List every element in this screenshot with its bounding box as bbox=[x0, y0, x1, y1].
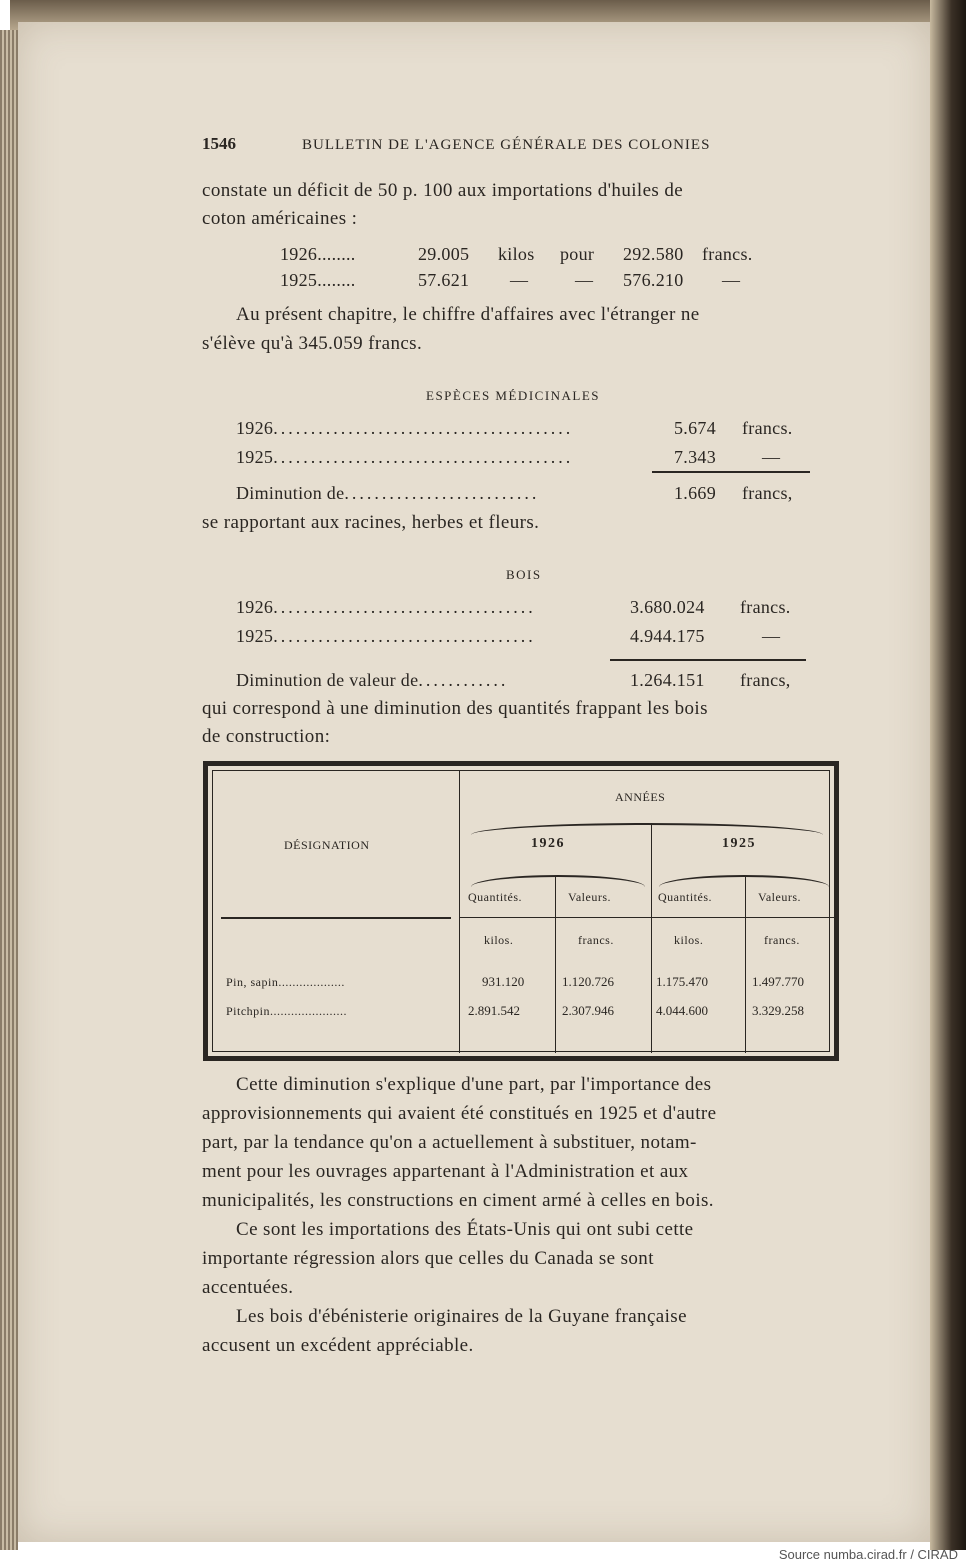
unit-kilos-1925: kilos. bbox=[674, 933, 704, 947]
table-cell: 1.175.470 bbox=[656, 974, 708, 989]
especes-diminution-value: 1.669 bbox=[674, 483, 716, 503]
bois-diminution-value: 1.264.151 bbox=[630, 670, 705, 690]
closing-p1-line: municipalités, les constructions en ciment armé à celles en bois. bbox=[202, 1190, 714, 1211]
closing-p1-line: part, par la tendance qu'on a actuellement à substituer, notam- bbox=[202, 1132, 697, 1153]
especes-unit-1926: francs. bbox=[742, 418, 793, 438]
col-valeurs-1925: Valeurs. bbox=[758, 890, 801, 904]
especes-unit-1925: — bbox=[762, 447, 781, 467]
table-designation-header: DÉSIGNATION bbox=[284, 838, 370, 852]
bois-after-2: de construction: bbox=[202, 726, 331, 747]
brace-annees bbox=[471, 823, 823, 835]
table-cell: 1.497.770 bbox=[752, 974, 804, 989]
brace-1926 bbox=[471, 875, 645, 887]
unit-francs-1926: francs. bbox=[578, 933, 614, 947]
table-cell: 4.044.600 bbox=[656, 1003, 708, 1018]
huile-pour-1926: pour bbox=[560, 244, 595, 264]
table-row-label: Pin, sapin................... bbox=[226, 975, 345, 989]
bois-value-1925: 4.944.175 bbox=[630, 626, 705, 646]
table-cell: 2.891.542 bbox=[468, 1003, 520, 1018]
especes-diminution: Diminution de.......................... bbox=[236, 483, 540, 503]
page-number: 1546 bbox=[202, 134, 236, 153]
bois-value-1926: 3.680.024 bbox=[630, 597, 705, 617]
closing-p3-line: accusent un excédent appréciable. bbox=[202, 1335, 474, 1356]
huile-currency-1926: francs. bbox=[702, 244, 753, 264]
closing-p2-line: Ce sont les importations des États-Unis qui ont subi cette bbox=[236, 1219, 694, 1240]
col-valeurs-1926: Valeurs. bbox=[568, 890, 611, 904]
para2-line-1: Au présent chapitre, le chiffre d'affaires avec l'étranger ne bbox=[236, 304, 700, 325]
source-credit: Source numba.cirad.fr / CIRAD bbox=[778, 1547, 958, 1562]
bois-diminution-unit: francs, bbox=[740, 670, 791, 690]
huile-qty-1926: 29.005 bbox=[418, 244, 470, 264]
table-divider-years bbox=[651, 823, 652, 1053]
huile-row-1925: 1925........ bbox=[280, 270, 356, 290]
huile-currency-1925: — bbox=[722, 270, 741, 290]
huile-qty-1925: 57.621 bbox=[418, 270, 470, 290]
intro-line-1: constate un déficit de 50 p. 100 aux importations d'huiles de bbox=[202, 180, 684, 201]
closing-p2-line: accentuées. bbox=[202, 1277, 294, 1298]
brace-1925 bbox=[659, 875, 829, 887]
table-year-1926: 1926 bbox=[531, 836, 565, 851]
table-divider-1926 bbox=[555, 877, 556, 1053]
bois-row-1926: 1926................................... bbox=[236, 597, 536, 617]
table-cell: 931.120 bbox=[482, 974, 525, 989]
huile-unit-1925: — bbox=[510, 270, 529, 290]
bois-after-1: qui correspond à une diminution des quantités frappant les bois bbox=[202, 698, 708, 719]
col-quantites-1926: Quantités. bbox=[468, 890, 522, 904]
closing-p1-line: approvisionnements qui avaient été constitués en 1925 et d'autre bbox=[202, 1103, 717, 1124]
table-annees-header: ANNÉES bbox=[615, 790, 666, 804]
table-cell: 1.120.726 bbox=[562, 974, 614, 989]
bois-row-1925: 1925................................... bbox=[236, 626, 536, 646]
table-cell: 3.329.258 bbox=[752, 1003, 804, 1018]
unit-kilos-1926: kilos. bbox=[484, 933, 514, 947]
book-edge-right bbox=[930, 0, 966, 1550]
closing-p1-line: ment pour les ouvrages appartenant à l'Administration et aux bbox=[202, 1161, 689, 1182]
table-header-rule-right bbox=[459, 917, 835, 918]
table-year-1925: 1925 bbox=[722, 836, 756, 851]
intro-line-2: coton américaines : bbox=[202, 208, 358, 229]
running-title: BULLETIN DE L'AGENCE GÉNÉRALE DES COLONIES bbox=[302, 137, 711, 153]
especes-row-1926: 1926........................................ bbox=[236, 418, 574, 438]
especes-title: ESPÈCES MÉDICINALES bbox=[426, 388, 601, 403]
especes-value-1926: 5.674 bbox=[674, 418, 716, 438]
especes-value-1925: 7.343 bbox=[674, 447, 716, 467]
especes-sum-rule bbox=[652, 471, 810, 473]
huile-pour-1925: — bbox=[575, 270, 594, 290]
especes-diminution-unit: francs, bbox=[742, 483, 793, 503]
book-edge-left bbox=[0, 30, 18, 1550]
bois-sum-rule bbox=[610, 659, 806, 661]
closing-p1-line: Cette diminution s'explique d'une part, par l'importance des bbox=[236, 1074, 712, 1095]
table-header-rule-left bbox=[221, 917, 451, 919]
especes-row-1925: 1925........................................ bbox=[236, 447, 574, 467]
table-row-label: Pitchpin...................... bbox=[226, 1004, 348, 1018]
col-quantites-1925: Quantités. bbox=[658, 890, 712, 904]
table-divider-designation bbox=[459, 771, 460, 1053]
page-header bbox=[202, 134, 710, 154]
huile-unit-1926: kilos bbox=[498, 244, 535, 264]
unit-francs-1925: francs. bbox=[764, 933, 800, 947]
table-divider-1925 bbox=[745, 877, 746, 1053]
huile-value-1925: 576.210 bbox=[623, 270, 684, 290]
bois-title: BOIS bbox=[506, 567, 542, 582]
closing-p3-line: Les bois d'ébénisterie originaires de la Guyane française bbox=[236, 1306, 687, 1327]
huile-value-1926: 292.580 bbox=[623, 244, 684, 264]
huile-row-1926: 1926........ bbox=[280, 244, 356, 264]
bois-unit-1925: — bbox=[762, 626, 781, 646]
bois-diminution: Diminution de valeur de............ bbox=[236, 670, 509, 690]
table-cell: 2.307.946 bbox=[562, 1003, 614, 1018]
closing-p2-line: importante régression alors que celles du Canada se sont bbox=[202, 1248, 654, 1269]
bois-unit-1926: francs. bbox=[740, 597, 791, 617]
especes-after: se rapportant aux racines, herbes et fleurs. bbox=[202, 512, 540, 533]
para2-line-2: s'élève qu'à 345.059 francs. bbox=[202, 333, 423, 354]
